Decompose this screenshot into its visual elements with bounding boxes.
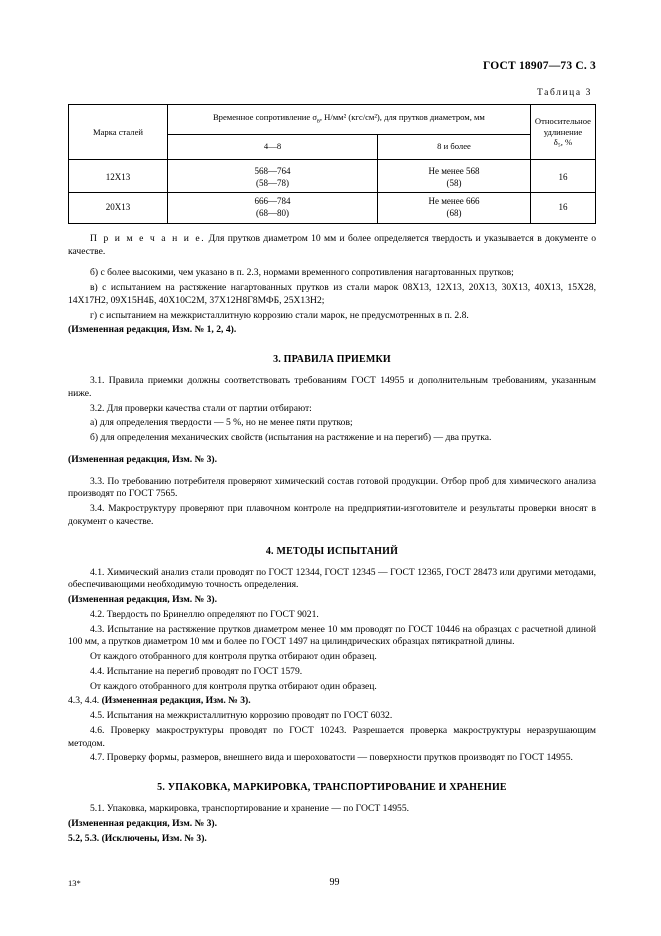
paragraph-revision-5: (Измененная редакция, Изм. № 3).	[68, 817, 218, 829]
header-tensile-sub: в	[317, 118, 320, 125]
cell-tensile-4-8	[167, 160, 377, 193]
table-header-row-1	[69, 105, 596, 135]
paragraph-revision-2: (Измененная редакция, Изм. № 3).	[68, 453, 218, 465]
page-content	[68, 60, 596, 845]
section-heading-4: 4. МЕТОДЫ ИСПЫТАНИЙ	[265, 545, 399, 557]
paragraph-3-2-a: а) для определения твердости — 5 %, но не менее пяти прутков;	[90, 417, 353, 429]
cell-tensile-4-8-value: 568—764	[254, 166, 291, 176]
header-cell-tensile	[167, 105, 530, 135]
cell-tensile-8plus-value: Не менее 666	[428, 196, 480, 207]
cell-tensile-4-8-kgs: (58—78)	[256, 177, 290, 188]
mechanical-properties-table	[68, 104, 596, 224]
revision-4-text: (Измененная редакция, Изм. № 3).	[101, 695, 251, 707]
footer-signature: 13*	[68, 878, 81, 888]
paragraph-4-1: 4.1. Химический анализ стали проводят по ГОСТ 12344, ГОСТ 12345 — ГОСТ 12365, ГОСТ 28473 или другими методами, обеспечивающими необходимую точность определения.	[68, 566, 596, 591]
paragraph-3-4: 3.4. Макроструктуру проверяют при плавочном контроле на предприятии-изготовителе и результаты проверки вносят в документ о качестве.	[68, 503, 596, 527]
paragraph-4-6: 4.6. Проверку макроструктуры проводят по ГОСТ 10243. Разрешается проверка макроструктуры неразрушающим методом.	[68, 724, 596, 749]
header-tensile-text-1: Временное сопротивление σ	[212, 112, 317, 123]
cell-tensile-4-8	[167, 193, 377, 223]
header-cell-grade: Марка сталей	[69, 105, 168, 160]
cell-tensile-4-8-value: 666—784	[254, 196, 291, 207]
cell-tensile-8plus-value: Не менее 568	[428, 166, 480, 176]
paragraph-revision-3: (Измененная редакция, Изм. № 3).	[68, 594, 218, 605]
paragraph-4-2: 4.2. Твердость по Бринеллю определяют по ГОСТ 9021.	[90, 608, 319, 620]
header-cell-elongation	[530, 105, 595, 160]
paragraph-4-7: 4.7. Проверку формы, размеров, внешнего вида и шероховатости — поверхности прутков производят по ГОСТ 14955.	[90, 752, 573, 764]
cell-grade: 20Х13	[69, 193, 168, 223]
cell-tensile-8plus	[378, 160, 531, 193]
table-caption: Таблица 3	[536, 88, 592, 98]
paragraph-4-3: 4.3. Испытание на растяжение прутков диаметром менее 10 мм проводят по ГОСТ 10446 на образцах с расчетной длиной 100 мм, а прутков диаметром 10 мм и более по ГОСТ 1497 на цилиндрических образцах пятикратной длины.	[68, 623, 596, 648]
paragraph-revision-1: (Измененная редакция, Изм. № 1, 2, 4).	[68, 324, 237, 336]
table-row	[69, 160, 596, 193]
paragraph-item-b: б) с более высокими, чем указано в п. 2.3, нормами временного сопротивления нагартованных прутков;	[90, 267, 514, 279]
revision-4-prefix: 4.3, 4.4.	[68, 695, 102, 707]
cell-elongation: 16	[530, 160, 595, 193]
header-cell-diam-8plus: 8 и более	[378, 134, 531, 159]
header-cell-diam-4-8: 4—8	[167, 134, 377, 159]
page-footer	[68, 877, 601, 888]
note-label: П р и м е ч а н и е.	[90, 232, 206, 244]
cell-tensile-4-8-kgs: (68—80)	[256, 208, 290, 219]
paragraph-item-v: в) с испытанием на растяжение нагартованных прутков из стали марок 08Х13, 12Х13, 20Х13, 30Х13, 40Х13, 15Х28, 14Х17Н2, 09Х15Н4Б, 40Х10С2М, 37Х12Н8Г8МФБ, 25Х13Н2;	[68, 282, 596, 306]
paragraph-4-4-sample: От каждого отобранного для контроля прутка отбирают один образец.	[90, 680, 377, 692]
footer-page-number: 99	[329, 877, 340, 888]
header-elongation-line1: Относительное удлинение	[534, 115, 591, 137]
paragraph-note	[68, 233, 596, 259]
cell-elongation: 16	[530, 193, 595, 223]
cell-grade: 12Х13	[69, 160, 168, 193]
cell-tensile-8plus	[378, 193, 531, 223]
paragraph-5-2-5-3: 5.2, 5.3. (Исключены, Изм. № 3).	[68, 832, 207, 844]
table-row	[69, 193, 596, 223]
section-heading-5: 5. УПАКОВКА, МАРКИРОВКА, ТРАНСПОРТИРОВАНИЕ И ХРАНЕНИЕ	[157, 782, 507, 793]
paragraph-revision-4	[68, 695, 596, 708]
paragraph-item-g: г) с испытанием на межкристаллитную коррозию стали марок, не предусмотренных в п. 2.8.	[90, 309, 469, 321]
paragraph-4-4: 4.4. Испытание на перегиб проводят по ГОСТ 1579.	[90, 665, 303, 677]
paragraph-4-3-sample: От каждого отобранного для контроля прутка отбирают один образец.	[90, 651, 377, 662]
paragraph-4-5: 4.5. Испытания на межкристаллитную коррозию проводят по ГОСТ 6032.	[90, 710, 393, 721]
header-elongation-line2: δ₅, %	[553, 137, 573, 148]
section-heading-3: 3. ПРАВИЛА ПРИЕМКИ	[273, 354, 391, 365]
page-header-standard: ГОСТ 18907—73 С. 3	[483, 60, 596, 72]
header-tensile-text-2: , Н/мм² (кгс/см²), для прутков диаметром, мм	[319, 112, 485, 123]
paragraph-3-2: 3.2. Для проверки качества стали от партии отбирают:	[90, 402, 312, 414]
paragraph-5-1: 5.1. Упаковка, маркировка, транспортирование и хранение — по ГОСТ 14955.	[90, 803, 410, 814]
paragraph-3-2-b: б) для определения механических свойств (испытания на растяжение и на перегиб) — два прутка.	[90, 432, 492, 443]
cell-tensile-8plus-kgs: (68)	[446, 208, 462, 219]
note-text: Для прутков диаметром 10 мм и более определяется твердость и указывается в документе о качестве.	[68, 232, 596, 257]
cell-tensile-8plus-kgs: (58)	[446, 177, 462, 188]
paragraph-3-1: 3.1. Правила приемки должны соответствовать требованиям ГОСТ 14955 и дополнительным требованиям, указанным ниже.	[68, 375, 596, 399]
paragraph-3-3: 3.3. По требованию потребителя проверяют химический состав готовой продукции. Отбор проб для химического анализа производят по ГОСТ 7565.	[68, 475, 596, 500]
